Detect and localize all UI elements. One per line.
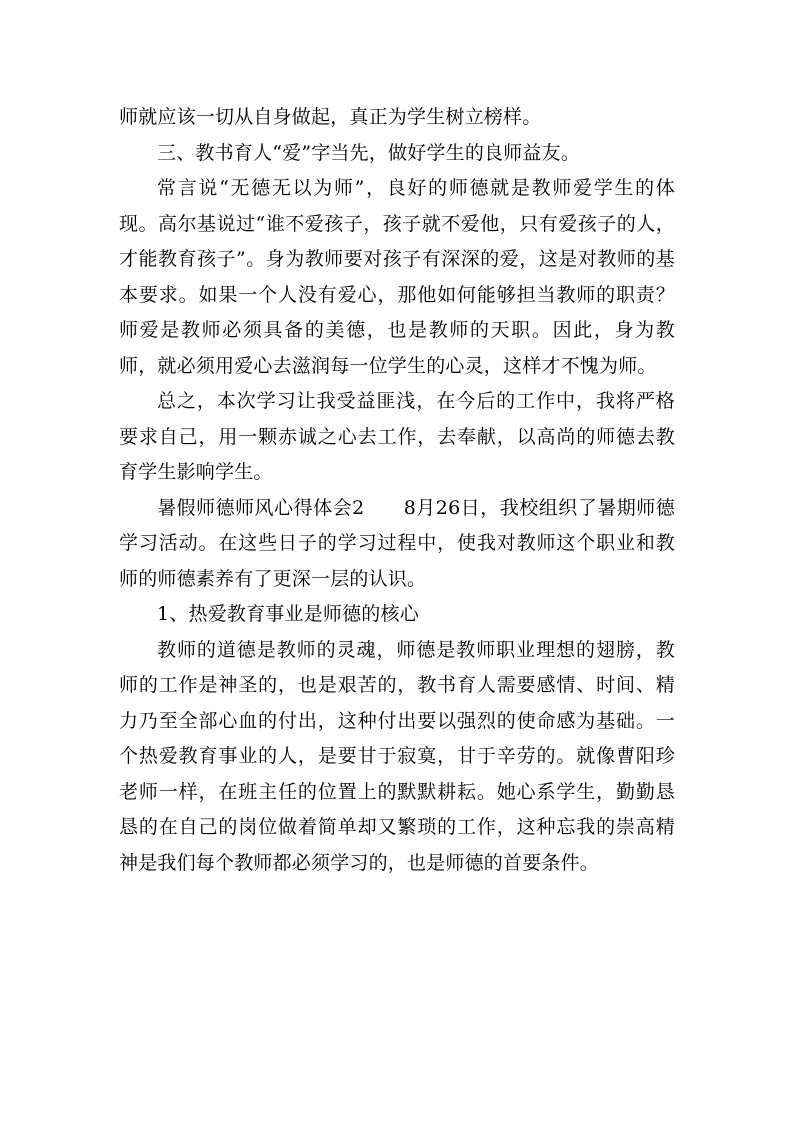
paragraph-teacher-love: 常言说“无德无以为师”，良好的师德就是教师爱学生的体现。高尔基说过“谁不爱孩子，孩子就不爱他，只有爱孩子的人，才能教育孩子”。身为教师要对孩子有深深的爱，这是对教师的基本要求。如果一个人没有爱心，那他如何能够担当教师的职责？师爱是教师必须具备的美德，也是教师的天职。因此，身为教师，就必须用爱心去滋润每一位学生的心灵，这样才不愧为师。 [119,177,675,377]
paragraph-continuation: 师就应该一切从自身做起，真正为学生树立榜样。 [119,106,542,128]
section-heading-three: 三、教书育人“爱”字当先，做好学生的良师益友。 [157,141,581,164]
paragraph-teacher-morality: 教师的道德是教师的灵魂，师德是教师职业理想的翅膀，教师的工作是神圣的，也是艰苦的，教书育人需要感情、时间、精力乃至全部心血的付出，这种付出要以强烈的使命感为基础。一个热爱教育事业的人，是要甘于寂寞，甘于辛劳的。就像曹阳珍老师一样，在班主任的位置上的默默耕耘。她心系学生，勤勤恳恳的在自己的岗位做着简单却又繁琐的工作，这种忘我的崇高精神是我们每个教师都必须学习的，也是师德的首要条件。 [119,638,675,874]
paragraph-essay-two-intro: 暑假师德师风心得体会2 8月26日，我校组织了暑期师德学习活动。在这些日子的学习过程中，使我对教师这个职业和教师的师德素养有了更深一层的认识。 [119,496,675,590]
section-heading-one: 1、热爱教育事业是师德的核心 [157,603,419,625]
document-body [119,100,675,881]
paragraph-conclusion: 总之，本次学习让我受益匪浅，在今后的工作中，我将严格要求自己，用一颗赤诚之心去工作，去奉献，以高尚的师德去教育学生影响学生。 [119,390,675,483]
